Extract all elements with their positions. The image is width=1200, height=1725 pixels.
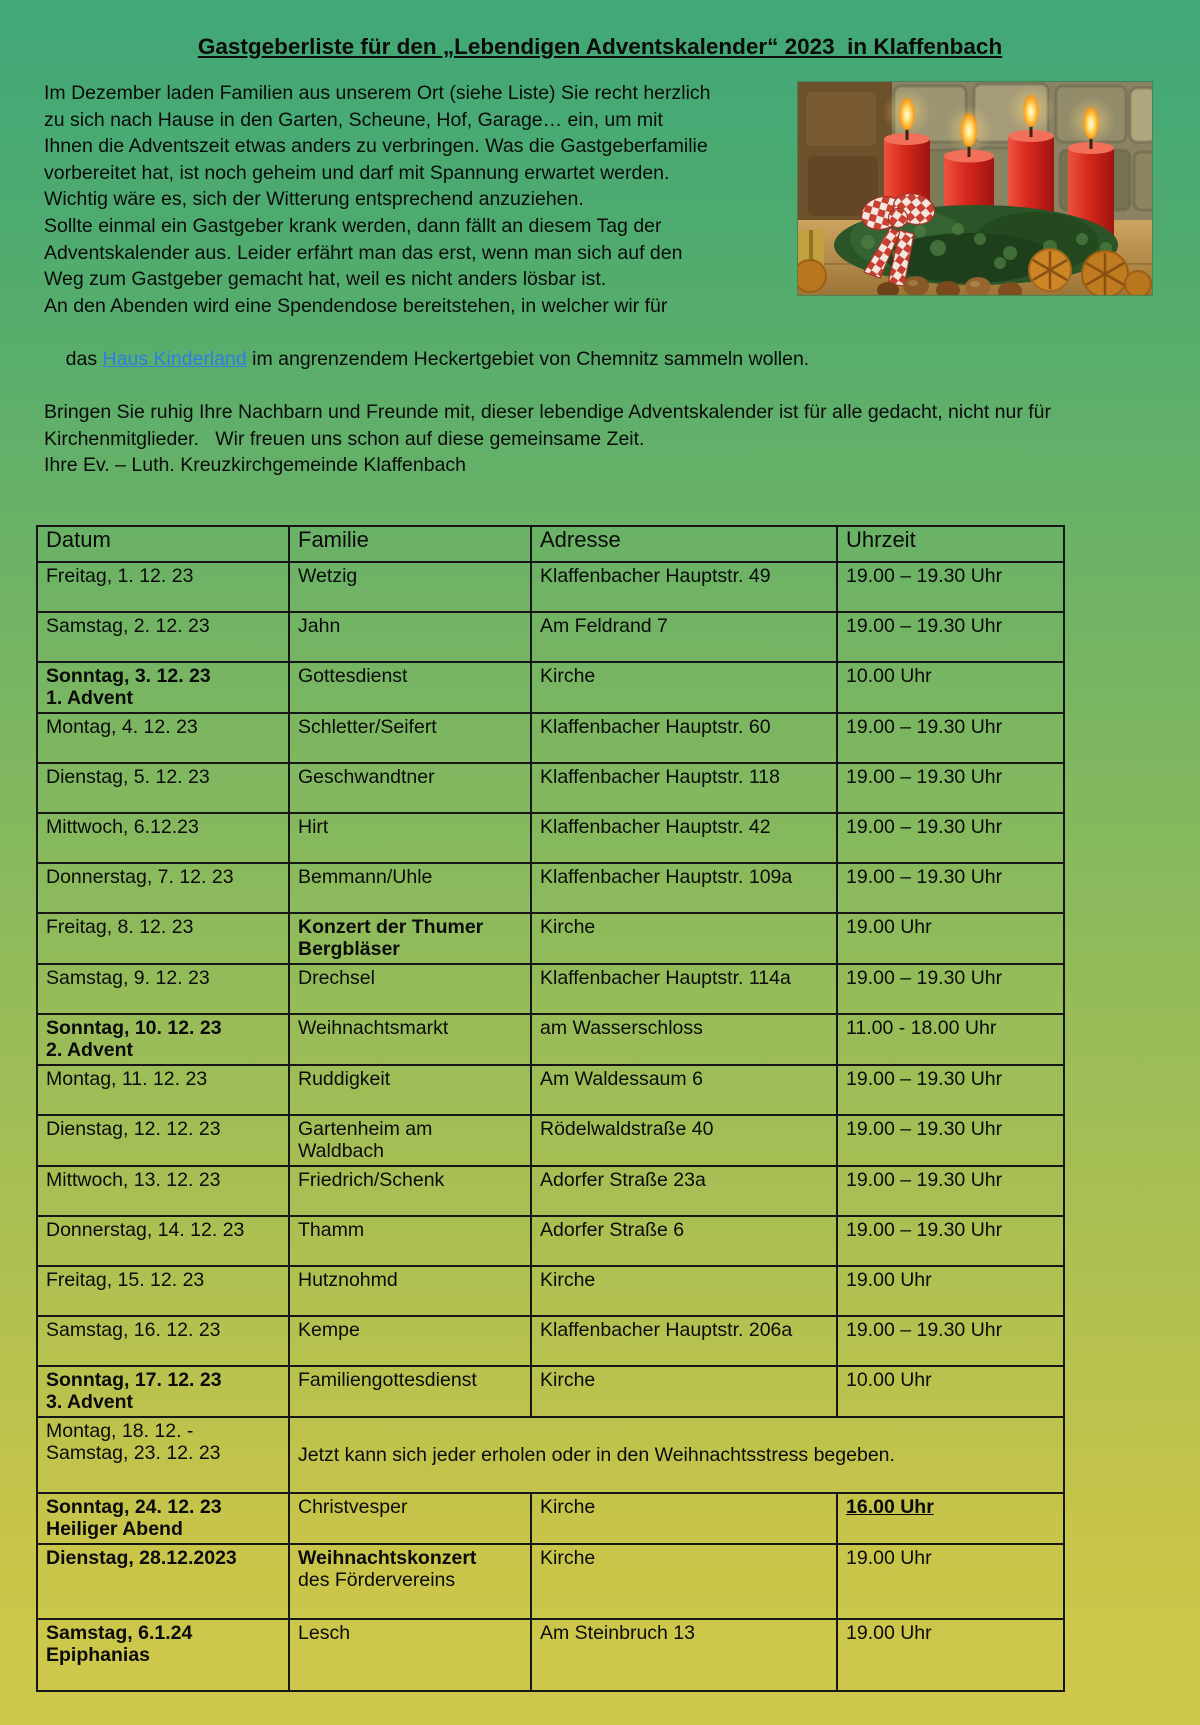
cell-familie: Schletter/Seifert [289,713,531,763]
cell-familie: Gottesdienst [289,662,531,713]
page-title: Gastgeberliste für den „Lebendigen Adventskalender“ 2023 in Klaffenbach [197,34,1003,59]
table-row [37,1417,1064,1493]
intro-line: Sollte einmal ein Gastgeber krank werden, dann fällt an diesem Tag der [44,214,662,237]
cell-datum: Sonntag, 17. 12. 23 3. Advent [37,1366,289,1417]
table-row [37,964,1064,1014]
column-header-datum: Datum [37,526,289,562]
cell-datum: Mittwoch, 6.12.23 [37,813,289,863]
table-row [37,763,1064,813]
table-row [37,562,1064,612]
table-row [37,1544,1064,1619]
cell-datum: Donnerstag, 7. 12. 23 [37,863,289,913]
intro-signature: Ihre Ev. – Luth. Kreuzkirchgemeinde Klaffenbach [44,454,467,477]
haus-kinderland-link[interactable]: Haus Kinderland [102,347,247,370]
table-row [37,1316,1064,1366]
cell-uhrzeit: 19.00 – 19.30 Uhr [837,1166,1064,1216]
cell-adresse: Am Steinbruch 13 [531,1619,837,1691]
intro-line: Kirchenmitglieder. Wir freuen uns schon auf diese gemeinsame Zeit. [44,427,645,450]
table-row [37,1216,1064,1266]
cell-familie: Familiengottesdienst [289,1366,531,1417]
cell-uhrzeit: 19.00 Uhr [837,1544,1064,1619]
cell-familie: Gartenheim am Waldbach [289,1115,531,1166]
cell-datum: Samstag, 16. 12. 23 [37,1316,289,1366]
cell-uhrzeit: 19.00 – 19.30 Uhr [837,612,1064,662]
cell-adresse: Kirche [531,662,837,713]
cell-datum: Samstag, 6.1.24 Epiphanias [37,1619,289,1691]
column-header-uhrzeit: Uhrzeit [837,526,1064,562]
table-row [37,1065,1064,1115]
table-row [37,1493,1064,1544]
cell-datum: Montag, 18. 12. - Samstag, 23. 12. 23 [37,1417,289,1493]
cell-adresse: Klaffenbacher Hauptstr. 42 [531,813,837,863]
cell-datum: Donnerstag, 14. 12. 23 [37,1216,289,1266]
cell-datum: Freitag, 15. 12. 23 [37,1266,289,1316]
column-header-adresse: Adresse [531,526,837,562]
table-row [37,813,1064,863]
cell-familie: Jahn [289,612,531,662]
cell-adresse: Am Feldrand 7 [531,612,837,662]
cell-familie: Bemmann/Uhle [289,863,531,913]
cell-uhrzeit: 19.00 – 19.30 Uhr [837,562,1064,612]
column-header-familie: Familie [289,526,531,562]
intro-line: Im Dezember laden Familien aus unserem Ort (siehe Liste) Sie recht herzlich [44,82,711,104]
cell-adresse: Kirche [531,1266,837,1316]
cell-adresse: Kirche [531,1366,837,1417]
cell-datum: Montag, 4. 12. 23 [37,713,289,763]
schedule-table [36,525,1065,1692]
cell-uhrzeit: 10.00 Uhr [837,662,1064,713]
cell-adresse: Rödelwaldstraße 40 [531,1115,837,1166]
cell-uhrzeit: 11.00 - 18.00 Uhr [837,1014,1064,1065]
cell-uhrzeit: 19.00 – 19.30 Uhr [837,813,1064,863]
cell-familie: Weihnachtskonzert des Fördervereins [289,1544,531,1619]
table-row [37,1115,1064,1166]
table-row [37,662,1064,713]
link-suffix-text: im angrenzendem Heckertgebiet von Chemnitz sammeln wollen. [246,347,810,370]
table-row [37,1366,1064,1417]
cell-adresse: Kirche [531,1493,837,1544]
cell-datum: Dienstag, 5. 12. 23 [37,763,289,813]
cell-datum: Mittwoch, 13. 12. 23 [37,1166,289,1216]
cell-datum: Montag, 11. 12. 23 [37,1065,289,1115]
cell-adresse: Klaffenbacher Hauptstr. 114a [531,964,837,1014]
table-row [37,863,1064,913]
cell-adresse: Adorfer Straße 6 [531,1216,837,1266]
link-prefix-text: das [65,347,103,370]
table-row [37,713,1064,763]
cell-uhrzeit: 10.00 Uhr [837,1366,1064,1417]
cell-familie: Hutznohmd [289,1266,531,1316]
cell-datum: Dienstag, 28.12.2023 [37,1544,289,1619]
cell-uhrzeit: 19.00 Uhr [837,1266,1064,1316]
intro-section [44,80,1156,479]
intro-line: zu sich nach Hause in den Garten, Scheune, Hof, Garage… ein, um mit [44,108,663,131]
table-row [37,612,1064,662]
cell-adresse: am Wasserschloss [531,1014,837,1065]
cell-uhrzeit: 19.00 – 19.30 Uhr [837,1216,1064,1266]
cell-familie: Wetzig [289,562,531,612]
cell-uhrzeit: 19.00 Uhr [837,1619,1064,1691]
cell-familie: Geschwandtner [289,763,531,813]
cell-adresse: Klaffenbacher Hauptstr. 118 [531,763,837,813]
cell-familie: Thamm [289,1216,531,1266]
cell-uhrzeit: 19.00 – 19.30 Uhr [837,763,1064,813]
cell-uhrzeit: 19.00 Uhr [837,913,1064,964]
intro-line: An den Abenden wird eine Spendendose bereitstehen, in welcher wir für [44,294,668,317]
cell-adresse: Klaffenbacher Hauptstr. 49 [531,562,837,612]
cell-datum: Samstag, 9. 12. 23 [37,964,289,1014]
intro-line-with-link [44,319,1156,399]
cell-familie: Drechsel [289,964,531,1014]
intro-line: Bringen Sie ruhig Ihre Nachbarn und Freunde mit, dieser lebendige Adventskalender ist für alle gedacht, nicht nur für [44,401,1052,424]
cell-uhrzeit: 19.00 – 19.30 Uhr [837,1065,1064,1115]
cell-familie: Hirt [289,813,531,863]
table-header-row [37,526,1064,562]
cell-uhrzeit: 19.00 – 19.30 Uhr [837,713,1064,763]
cell-uhrzeit: 19.00 – 19.30 Uhr [837,1316,1064,1366]
table-row [37,913,1064,964]
cell-datum: Freitag, 1. 12. 23 [37,562,289,612]
cell-note: Jetzt kann sich jeder erholen oder in den Weihnachtsstress begeben. [289,1417,1064,1493]
table-row [37,1619,1064,1691]
cell-adresse: Klaffenbacher Hauptstr. 60 [531,713,837,763]
cell-datum: Samstag, 2. 12. 23 [37,612,289,662]
cell-familie: Weihnachtsmarkt [289,1014,531,1065]
intro-line: Weg zum Gastgeber gemacht hat, weil es nicht anders lösbar ist. [44,268,607,291]
candle-icon [1007,85,1055,227]
cell-familie: Kempe [289,1316,531,1366]
cell-familie: Ruddigkeit [289,1065,531,1115]
cell-uhrzeit: 16.00 Uhr [837,1493,1064,1544]
intro-line: Ihnen die Adventszeit etwas anders zu verbringen. Was die Gastgeberfamilie [44,135,708,158]
cell-uhrzeit: 19.00 – 19.30 Uhr [837,1115,1064,1166]
cell-datum: Freitag, 8. 12. 23 [37,913,289,964]
cell-familie: Friedrich/Schenk [289,1166,531,1216]
cell-uhrzeit: 19.00 – 19.30 Uhr [837,863,1064,913]
intro-line: Adventskalender aus. Leider erfährt man das erst, wenn man sich auf den [44,241,683,264]
cell-adresse: Klaffenbacher Hauptstr. 109a [531,863,837,913]
intro-line: vorbereitet hat, ist noch geheim und darf mit Spannung erwartet werden. [44,161,670,184]
cell-familie: Lesch [289,1619,531,1691]
table-row [37,1266,1064,1316]
cell-adresse: Kirche [531,1544,837,1619]
cell-familie: Konzert der Thumer Bergbläser [289,913,531,964]
cell-adresse: Klaffenbacher Hauptstr. 206a [531,1316,837,1366]
cell-datum: Sonntag, 24. 12. 23 Heiliger Abend [37,1493,289,1544]
table-row [37,1014,1064,1065]
intro-line: Wichtig wäre es, sich der Witterung entsprechend anzuziehen. [44,188,584,211]
cell-uhrzeit: 19.00 – 19.30 Uhr [837,964,1064,1014]
cell-adresse: Am Waldessaum 6 [531,1065,837,1115]
table-row [37,1166,1064,1216]
cell-datum: Sonntag, 10. 12. 23 2. Advent [37,1014,289,1065]
advent-wreath-photo [798,82,1152,295]
schedule-table-body [37,562,1064,1691]
cell-datum: Sonntag, 3. 12. 23 1. Advent [37,662,289,713]
cell-datum: Dienstag, 12. 12. 23 [37,1115,289,1166]
cell-adresse: Kirche [531,913,837,964]
cell-familie: Christvesper [289,1493,531,1544]
cell-adresse: Adorfer Straße 23a [531,1166,837,1216]
